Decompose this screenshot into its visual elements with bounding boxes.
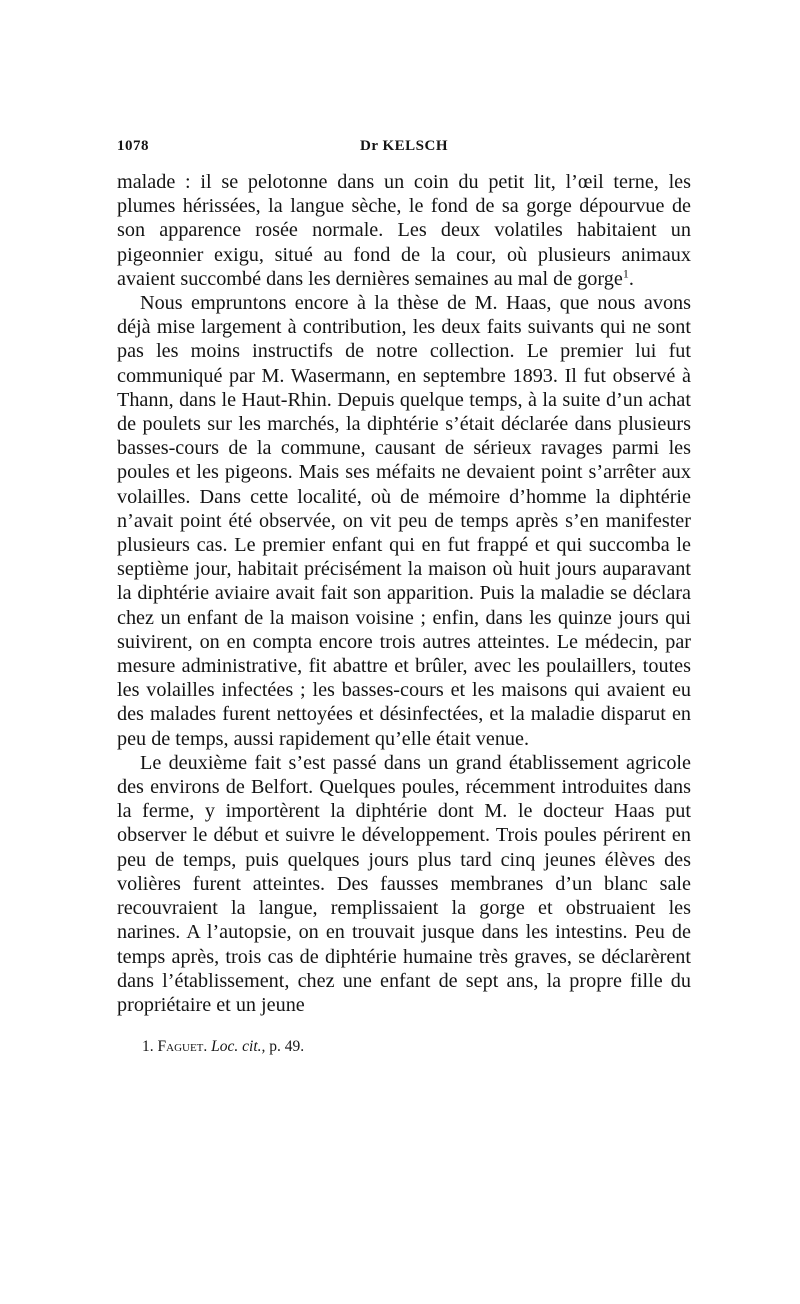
- footnote-number: 1.: [142, 1038, 154, 1056]
- document-page: [117, 138, 691, 1056]
- footnote-reference: 1: [622, 266, 629, 281]
- running-head: [117, 138, 691, 164]
- page-number: 1078: [117, 138, 149, 154]
- footnote-citation: Loc. cit.,: [211, 1038, 266, 1056]
- paragraph-2: Nous empruntons encore à la thèse de M. Haas, que nous avons déjà mise largement à contribution, les deux faits suivants qui ne sont pas les moins instructifs de notre collection. Le premier lui fut communiqué par M. Wasermann, en septembre 1893. Il fut observé à Thann, dans le Haut-Rhin. Depuis quelque temps, à la suite d’un achat de poulets sur les marchés, la diphtérie s’était déclarée dans plusieurs basses-cours de la commune, causant de sérieux ravages parmi les poules et les pigeons. Mais ses méfaits ne devaient point s’arrêter aux volailles. Dans cette localité, où de mémoire d’homme la diphtérie n’avait point été observée, on vit peu de temps après s’en manifester plusieurs cas. Le premier enfant qui en fut frappé et qui succomba le septième jour, habitait précisément la maison où huit jours auparavant la diphtérie aviaire avait fait son apparition. Puis la maladie se déclara chez un enfant de la maison voisine ; enfin, dans les quinze jours qui suivirent, on en compta encore trois autres atteintes. Le médecin, par mesure administrative, fit abattre et brûler, avec les poulaillers, toutes les volailles infectées ; les basses-cours et les maisons qui avaient eu des malades furent nettoyées et désinfectées, et la maladie disparut en peu de temps, aussi rapidement qu’elle était venue.: [117, 292, 691, 750]
- body-text: [117, 170, 691, 1017]
- footnote-author: Faguet.: [157, 1038, 208, 1056]
- running-head-author: Dr KELSCH: [360, 138, 448, 154]
- footnote: [117, 1038, 691, 1056]
- paragraph-1-text: malade : il se pelotonne dans un coin du petit lit, l’œil terne, les plumes hérissées, la langue sèche, le fond de sa gorge dépourvue de son apparence rosée normale. Les deux volatiles habitaient un pigeonnier exigu, situé au fond de la cour, où plusieurs animaux avaient succombé dans les dernières semaines au mal de gorge: [117, 171, 691, 290]
- paragraph-1: [117, 170, 691, 291]
- paragraph-3: Le deuxième fait s’est passé dans un grand établissement agricole des environs de Belfort. Quelques poules, récemment introduites dans la ferme, y importèrent la diphtérie dont M. le docteur Haas put observer le début et suivre le développement. Trois poules périrent en peu de temps, puis quelques jours plus tard cinq jeunes élèves des volières furent atteintes. Des fausses membranes d’un blanc sale recouvraient la langue, remplissaient la gorge et obstruaient les narines. A l’autopsie, on en trouvait jusque dans les intestins. Peu de temps après, trois cas de diphtérie humaine très graves, se déclarèrent dans l’établissement, chez une enfant de sept ans, la propre fille du propriétaire et un jeune: [117, 751, 691, 1016]
- footnote-page: p. 49.: [269, 1038, 305, 1056]
- paragraph-1-end: .: [628, 267, 634, 290]
